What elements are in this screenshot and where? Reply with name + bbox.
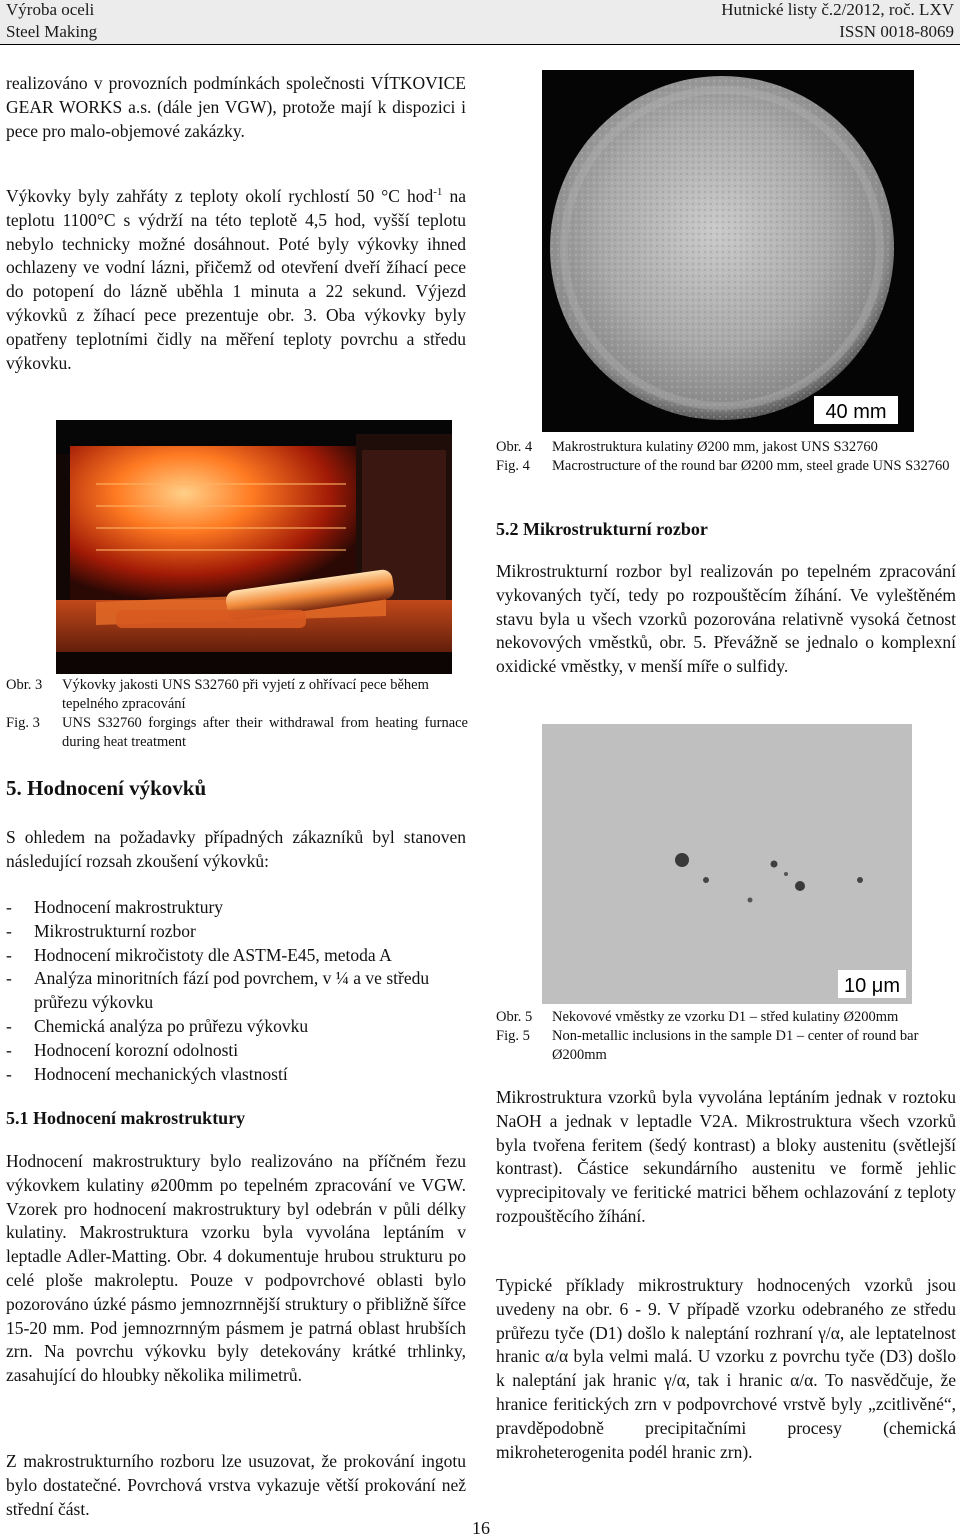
header-left-line1: Výroba oceli xyxy=(6,0,95,19)
inclusions-micrograph xyxy=(542,724,912,1004)
macrostructure-graphic xyxy=(542,70,914,432)
figure-3-en-text: UNS S32760 forgings after their withdrawal from heating furnace during heat treatment xyxy=(62,715,468,750)
page-number: 16 xyxy=(472,1518,490,1538)
heating-paragraph xyxy=(6,185,466,375)
list-item: - Hodnocení mechanických vlastností xyxy=(6,1063,466,1087)
list-item: - Analýza minoritních fází pod povrchem, v ¼ a ve středu průřezu výkovku xyxy=(6,967,466,1015)
section-5-1-paragraph-2 xyxy=(6,1450,466,1521)
figure-5-cz-label: Obr. 5 xyxy=(496,1009,533,1025)
section-5-title: 5. Hodnocení výkovků xyxy=(6,776,207,800)
figure-4-en-label: Fig. 4 xyxy=(496,458,530,474)
typical-examples-paragraph xyxy=(496,1274,956,1464)
figure-5-caption xyxy=(496,1008,956,1065)
list-item: - Chemická analýza po průřezu výkovku xyxy=(6,1015,466,1039)
heating-text-a: Výkovky byly zahřáty z teploty okolí rychlostí 50 °C hod xyxy=(6,186,434,206)
typical-examples-text: Typické příklady mikrostruktury hodnocených vzorků jsou uvedeny na obr. 6 - 9. V případě vzorku odebraného ze středu průřezu tyče (D1) došlo k naleptání rozhraní γ/α, ale leptatelnost hranic α/α byla velmi malá. U vzorku z povrchu tyče (D3) došlo k naleptání jak hranic γ/α, tak i hranic α/α. To nasvědčuje, že hranice feritických zrn v podpovrchové vrstvě byly „zcitlivěné“, pravděpodobně precipitačními procesy (chemická mikroheterogenita podél hranic zrn). xyxy=(496,1275,956,1462)
figure-3-caption xyxy=(6,676,468,752)
microstructure-paragraph xyxy=(496,1086,956,1229)
figure-3-cz-label: Obr. 3 xyxy=(6,677,43,693)
intro-paragraph xyxy=(6,72,466,143)
section-5-text: S ohledem na požadavky případných zákazníků byl stanoven následující rozsah zkoušení výkovků: xyxy=(6,827,466,871)
tests-list xyxy=(6,896,466,1086)
figure-5-cz-text: Nekovové vměstky ze vzorku D1 – střed kulatiny Ø200mm xyxy=(552,1009,899,1025)
figure-5-en-label: Fig. 5 xyxy=(496,1028,530,1044)
list-item: - Hodnocení makrostruktury xyxy=(6,896,466,920)
figure-5-en-text: Non-metallic inclusions in the sample D1 – center of round bar Ø200mm xyxy=(552,1028,919,1063)
figure-4-en-text: Macrostructure of the round bar Ø200 mm, steel grade UNS S32760 xyxy=(552,458,950,474)
section-5-1-text-1: Hodnocení makrostruktury bylo realizováno na příčném řezu výkovkem kulatiny ø200mm po tepelném zpracování ve VGW. Vzorek pro hodnocení makrostruktury byl odebrán v půli délky kulatiny. Makrostruktura vzorku byla vyvolána leptáním v leptadle Adler-Matting. Obr. 4 dokumentuje hrubou strukturu po celé ploše makroleptu. Pouze v podpovrchové oblasti bylo pozorováno úzké pásmo jemnozrnnější struktury o přibližně šířce 15-20 mm. Pod jemnozrnným pásmem je patrná oblast hrubších zrn. Na povrchu výkovku byly detekovány krátké trhlinky, zasahující do hloubky několika milimetrů. xyxy=(6,1151,466,1386)
figure-3-cz-text: Výkovky jakosti UNS S32760 při vyjetí z ohřívací pece během tepelného zpracování xyxy=(62,677,429,712)
list-item: - Hodnocení korozní odolnosti xyxy=(6,1039,466,1063)
intro-text: realizováno v provozních podmínkách společnosti VÍTKOVICE GEAR WORKS a.s. (dále jen VGW), protože mají k dispozici i pece pro malo-objemové zakázky. xyxy=(6,73,466,141)
furnace-forgings-photo xyxy=(56,420,452,674)
figure-3-en-label: Fig. 3 xyxy=(6,715,40,731)
heating-text-b: na teplotu 1100°C s výdrží na této teplotě 4,5 hod, vyšší teplotu nebylo technicky možné dosáhnout. Poté byly výkovky ihned ochlazeny ve vodní lázni, přičemž od otevření dveří žíhací pece do potopení do lázně uběhla 1 minuta a 22 sekund. Výjezd výkovků z žíhací pece prezentuje obr. 3. Oba výkovky byly opatřeny teplotními čidly na měření teploty povrchu a středu výkovku. xyxy=(6,186,466,373)
micrograph-graphic xyxy=(542,724,912,1004)
micro-scale-label: 10 μm xyxy=(844,975,900,997)
list-item: - Hodnocení mikročistoty dle ASTM-E45, metoda A xyxy=(6,944,466,968)
heating-superscript: -1 xyxy=(433,186,443,199)
section-5-2-paragraph xyxy=(496,560,956,679)
macrostructure-photo xyxy=(542,70,914,432)
section-5-2-title: 5.2 Mikrostrukturní rozbor xyxy=(496,519,708,539)
furnace-scene-graphic xyxy=(56,420,452,674)
figure-4-cz-label: Obr. 4 xyxy=(496,439,533,455)
section-5-1-title: 5.1 Hodnocení makrostruktury xyxy=(6,1108,246,1128)
header-left-line2: Steel Making xyxy=(6,22,98,41)
header-right-line1: Hutnické listy č.2/2012, roč. LXV xyxy=(721,0,954,19)
section-5-2-text: Mikrostrukturní rozbor byl realizován po tepelném zpracování vykovaných tyčí, tedy po rozpouštěcím žíhání. Ve vyleštěném stavu byla u všech vzorků pozorována relativně vysoká četnost nekovových vměstků, obr. 5. Převážně se jednalo o komplexní oxidické vměstky, v menší míře o sulfidy. xyxy=(496,561,956,677)
figure-4-cz-text: Makrostruktura kulatiny Ø200 mm, jakost UNS S32760 xyxy=(552,439,878,455)
header-right-line2: ISSN 0018-8069 xyxy=(839,22,954,41)
section-5-paragraph xyxy=(6,826,466,874)
macro-scale-label: 40 mm xyxy=(825,401,887,423)
section-5-1-text-2: Z makrostrukturního rozboru lze usuzovat, že prokování ingotu bylo dostatečné. Povrchová vrstva vykazuje větší prokování než střední část. xyxy=(6,1451,466,1519)
figure-4-caption xyxy=(496,438,956,476)
list-item: - Mikrostrukturní rozbor xyxy=(6,920,466,944)
microstructure-text: Mikrostruktura vzorků byla vyvolána leptáním jednak v roztoku NaOH a jednak v leptadle V2A. Mikrostruktura všech vzorků byla tvořena feritem (šedý kontrast) a bloky austenitu (světlejší kontrast). Částice sekundárního austenitu ve formě jehlic vyprecipitovaly ve feritické matrici během ochlazování z teploty rozpouštěcího žíhání. xyxy=(496,1087,956,1226)
section-5-1-paragraph-1 xyxy=(6,1150,466,1388)
